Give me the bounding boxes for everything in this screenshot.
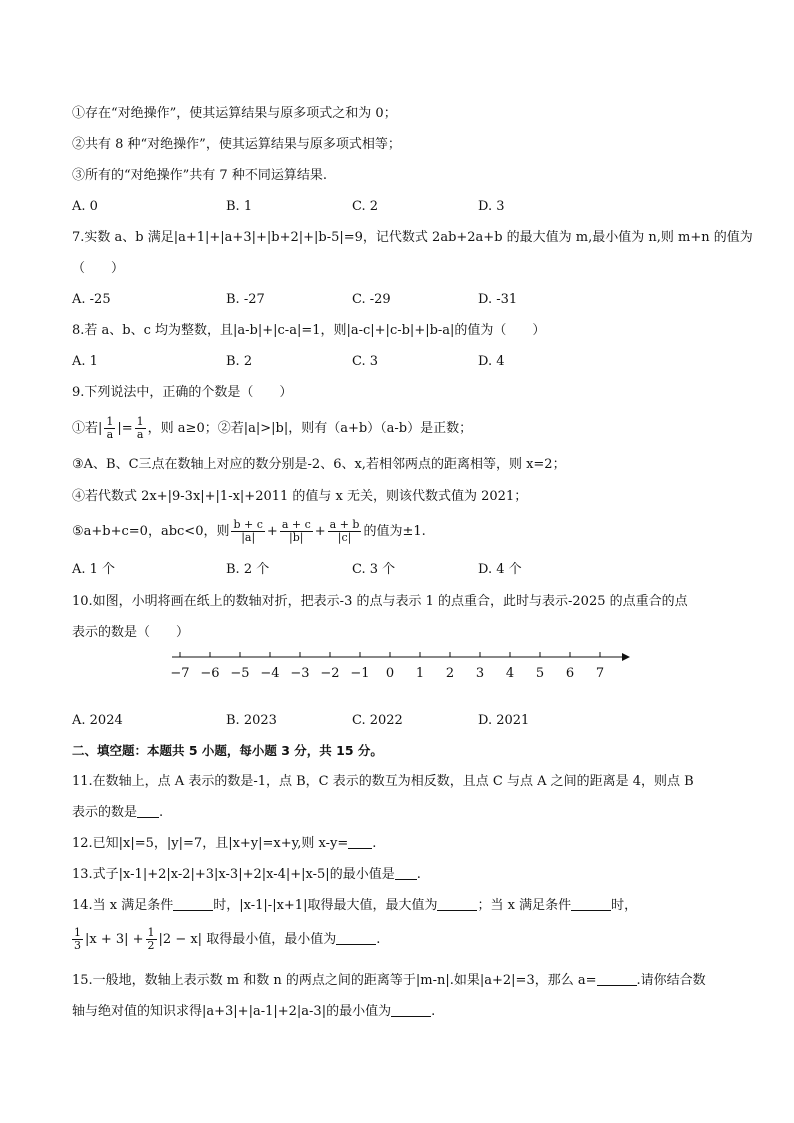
q10-option-a: A. 2024	[72, 713, 123, 728]
number-line-label: 7	[595, 666, 605, 681]
fraction-numerator: 1	[74, 926, 81, 939]
q9-statement-5	[72, 516, 426, 548]
fraction-denominator: 2	[147, 939, 155, 952]
q9-s1-prefix: ①若|	[72, 421, 103, 436]
q7-paren: （ ）	[72, 261, 125, 276]
q6-statement-2: ②共有 8 种“对绝操作”，使其运算结果与原多项式相等；	[72, 137, 401, 152]
answer-blank	[336, 932, 376, 945]
q12-text: 12.已知|x|=5，|y|=7，且|x+y|=x+y,则 x-y=	[72, 836, 349, 851]
q11-question-cont	[72, 804, 163, 822]
q15-question	[72, 972, 706, 990]
section-heading: 二、填空题：本题共 5 小题，每小题 3 分，共 15 分。	[72, 743, 383, 758]
q14-text-d: 时，	[611, 898, 638, 913]
q8-option-a: A. 1	[72, 354, 98, 369]
number-line-label: 1	[415, 666, 425, 681]
q11-text: 表示的数是	[72, 805, 138, 820]
q9-option-b: B. 2 个	[226, 562, 270, 577]
q15-text-c: 轴与绝对值的知识求得|a+3|+|a-1|+2|a-3|的最小值为	[72, 1004, 392, 1019]
answer-blank	[437, 898, 477, 911]
q9-statement-1-2	[72, 414, 472, 444]
q7-option-d: D. -31	[478, 292, 518, 307]
q7-option-a: A. -25	[72, 292, 111, 307]
q8-option-c: C. 3	[352, 354, 379, 369]
fraction-numerator: 1	[147, 926, 155, 939]
q9-s5-fraction-3	[328, 519, 362, 544]
q9-s5-prefix: ⑤a+b+c=0，abc<0，则	[72, 524, 230, 539]
number-line-label: −4	[260, 666, 280, 681]
q10-option-b: B. 2023	[226, 713, 277, 728]
q9-option-d: D. 4 个	[478, 562, 522, 577]
q6-option-d: D. 3	[478, 199, 505, 214]
q9-statement-4: ④若代数式 2x+|9-3x|+|1-x|+2011 的值与 x 无关，则该代数式值为 2021；	[72, 489, 528, 504]
q14-text-b: 时，|x-1|-|x+1|取得最大值，最大值为	[213, 898, 438, 913]
q9-s1-fraction-2	[135, 416, 146, 441]
number-line-label: −7	[170, 666, 190, 681]
q15-question-cont	[72, 1003, 435, 1021]
q9-question: 9.下列说法中，正确的个数是（ ）	[72, 385, 293, 400]
q6-option-a: A. 0	[72, 199, 98, 214]
q10-option-d: D. 2021	[478, 713, 530, 728]
q6-option-c: C. 2	[352, 199, 379, 214]
number-line-label: 5	[535, 666, 545, 681]
answer-blank	[173, 898, 213, 911]
fraction-denominator: |b|	[289, 531, 304, 544]
number-line-label: 0	[385, 666, 395, 681]
answer-blank	[391, 1004, 431, 1017]
q7-option-c: C. -29	[352, 292, 391, 307]
q8-question: 8.若 a、b、c 均为整数，且|a-b|+|c-a|=1，则|a-c|+|c-b|+|b-a|的值为（ ）	[72, 323, 546, 338]
q9-s5-fraction-2	[280, 519, 313, 544]
fraction-numerator: a + b	[329, 518, 360, 531]
q10-option-c: C. 2022	[352, 713, 403, 728]
fraction-denominator: 3	[74, 939, 81, 952]
q14-text-a: 14.当 x 满足条件	[72, 898, 174, 913]
period: .	[159, 805, 164, 820]
fraction-denominator: a	[136, 428, 144, 441]
number-line	[170, 645, 630, 685]
answer-blank	[395, 867, 417, 880]
q12-question	[72, 835, 376, 853]
q6-statement-1: ①存在“对绝操作”，使其运算结果与原多项式之和为 0；	[72, 106, 397, 121]
fraction-denominator: |c|	[337, 531, 352, 544]
q15-text-b: .请你结合数	[636, 973, 706, 988]
answer-blank	[137, 805, 159, 818]
number-line-label: 6	[565, 666, 575, 681]
arrow-icon	[622, 653, 630, 661]
answer-blank	[348, 836, 372, 849]
q8-option-b: B. 2	[226, 354, 253, 369]
q14-text-g: |2 − x| 取得最小值，最小值为	[158, 932, 337, 947]
q14-text-c: ；当 x 满足条件	[477, 898, 572, 913]
q7-option-b: B. -27	[226, 292, 265, 307]
number-line-label: −5	[230, 666, 250, 681]
q13-text: 13.式子|x-1|+2|x-2|+3|x-3|+2|x-4|+|x-5|的最小值是	[72, 867, 395, 882]
q6-option-b: B. 1	[226, 199, 253, 214]
q9-s5-post: 的值为±1.	[363, 524, 426, 539]
q9-s5-fraction-1	[231, 519, 264, 544]
number-line-label: −1	[350, 666, 370, 681]
number-line-label: −3	[290, 666, 310, 681]
q14-question-cont	[72, 924, 380, 956]
plus-sign: +	[266, 524, 278, 539]
period: .	[372, 836, 377, 851]
q10-question: 10.如图，小明将画在纸上的数轴对折，把表示-3 的点与表示 1 的点重合，此时与表示-2025 的点重合的点	[72, 594, 688, 609]
plus-sign: +	[314, 524, 326, 539]
q9-s1-fraction-1	[104, 416, 115, 441]
q8-option-d: D. 4	[478, 354, 505, 369]
q14-text-e: |x + 3| +	[85, 932, 144, 947]
q9-option-c: C. 3 个	[352, 562, 396, 577]
fraction-numerator: 1	[136, 415, 144, 428]
q6-statement-3: ③所有的“对绝操作”共有 7 种不同运算结果.	[72, 168, 327, 183]
q14-question	[72, 897, 637, 915]
period: .	[431, 1004, 436, 1019]
q7-question: 7.实数 a、b 满足|a+1|+|a+3|+|b+2|+|b-5|=9，记代数式 2ab+2a+b 的最大值为 m,最小值为 n,则 m+n 的值为	[72, 230, 753, 245]
q9-statement-3: ③A、B、C三点在数轴上对应的数分别是-2、6、x,若相邻两点的距离相等，则 x=2；	[72, 457, 566, 472]
number-line-label: −6	[200, 666, 220, 681]
q9-s1-post: ，则 a≥0；②若|a|>|b|，则有（a+b）（a-b）是正数；	[147, 421, 473, 436]
answer-blank	[571, 898, 611, 911]
q11-question: 11.在数轴上，点 A 表示的数是-1，点 B，C 表示的数互为相反数，且点 C 与点 A 之间的距离是 4，则点 B	[72, 774, 694, 789]
q13-question	[72, 866, 421, 884]
fraction-numerator: 1	[106, 415, 114, 428]
q15-text-a: 15.一般地，数轴上表示数 m 和数 n 的两点之间的距离等于|m-n|.如果|a+2|=3，那么 a=	[72, 973, 597, 988]
q9-option-a: A. 1 个	[72, 562, 116, 577]
q14-fraction-2	[146, 927, 157, 952]
q14-fraction-1	[72, 927, 83, 952]
number-line-label: 4	[505, 666, 515, 681]
q9-s1-mid: |=	[117, 421, 133, 436]
fraction-numerator: a + c	[281, 518, 311, 531]
number-line-label: 2	[445, 666, 455, 681]
period: .	[376, 932, 381, 947]
q10-question-cont: 表示的数是（ ）	[72, 625, 190, 640]
fraction-denominator: |a|	[241, 531, 256, 544]
fraction-denominator: a	[106, 428, 114, 441]
answer-blank	[597, 973, 637, 986]
number-line-label: 3	[475, 666, 485, 681]
fraction-numerator: b + c	[233, 518, 263, 531]
period: .	[416, 867, 421, 882]
number-line-label: −2	[320, 666, 340, 681]
